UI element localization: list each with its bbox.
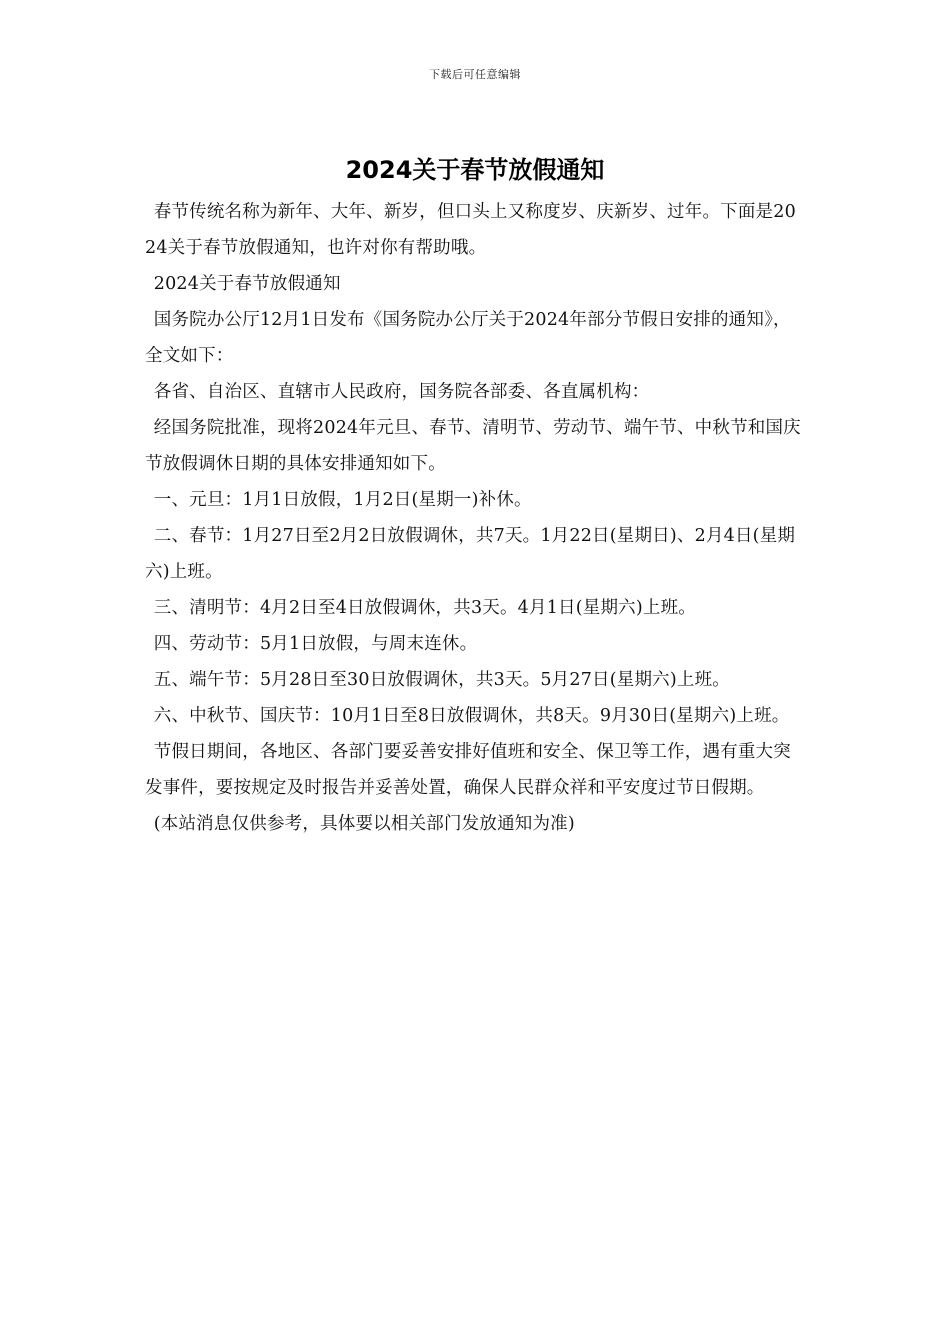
disclaimer-paragraph: (本站消息仅供参考，具体要以相关部门发放通知为准)	[153, 814, 575, 834]
document-body	[145, 194, 807, 842]
holiday-item-labour-day: 四、劳动节：5月1日放假，与周末连休。	[153, 634, 478, 654]
announcement-paragraph: 国务院办公厅12月1日发布《国务院办公厅关于2024年部分节假日安排的通知》，全文如下：	[145, 310, 791, 366]
document-title: 2024关于春节放假通知	[345, 156, 605, 184]
holiday-item-mid-autumn-national: 六、中秋节、国庆节：10月1日至8日放假调休，共8天。9月30日(星期六)上班。	[153, 706, 790, 726]
duty-arrangement-paragraph: 节假日期间，各地区、各部门要妥善安排好值班和安全、保卫等工作，遇有重大突发事件，要按规定及时报告并妥善处置，确保人民群众祥和平安度过节日假期。	[145, 742, 791, 798]
holiday-item-qingming: 三、清明节：4月2日至4日放假调休，共3天。4月1日(星期六)上班。	[153, 598, 697, 618]
holiday-item-new-year: 一、元旦：1月1日放假，1月2日(星期一)补休。	[153, 490, 532, 510]
holiday-item-dragon-boat: 五、端午节：5月28日至30日放假调休，共3天。5月27日(星期六)上班。	[153, 670, 731, 690]
holiday-item-spring-festival: 二、春节：1月27日至2月2日放假调休，共7天。1月22日(星期日)、2月4日(星期六)上班。	[145, 526, 796, 582]
addressee-paragraph: 各省、自治区、直辖市人民政府，国务院各部委、各直属机构：	[153, 382, 650, 402]
subtitle-paragraph: 2024关于春节放假通知	[153, 274, 341, 294]
intro-paragraph: 春节传统名称为新年、大年、新岁，但口头上又称度岁、庆新岁、过年。下面是2024关于春节放假通知，也许对你有帮助哦。	[145, 202, 796, 258]
approval-paragraph: 经国务院批准，现将2024年元旦、春节、清明节、劳动节、端午节、中秋节和国庆节放假调休日期的具体安排通知如下。	[145, 418, 801, 474]
page-header-note: 下载后可任意编辑	[429, 68, 521, 81]
